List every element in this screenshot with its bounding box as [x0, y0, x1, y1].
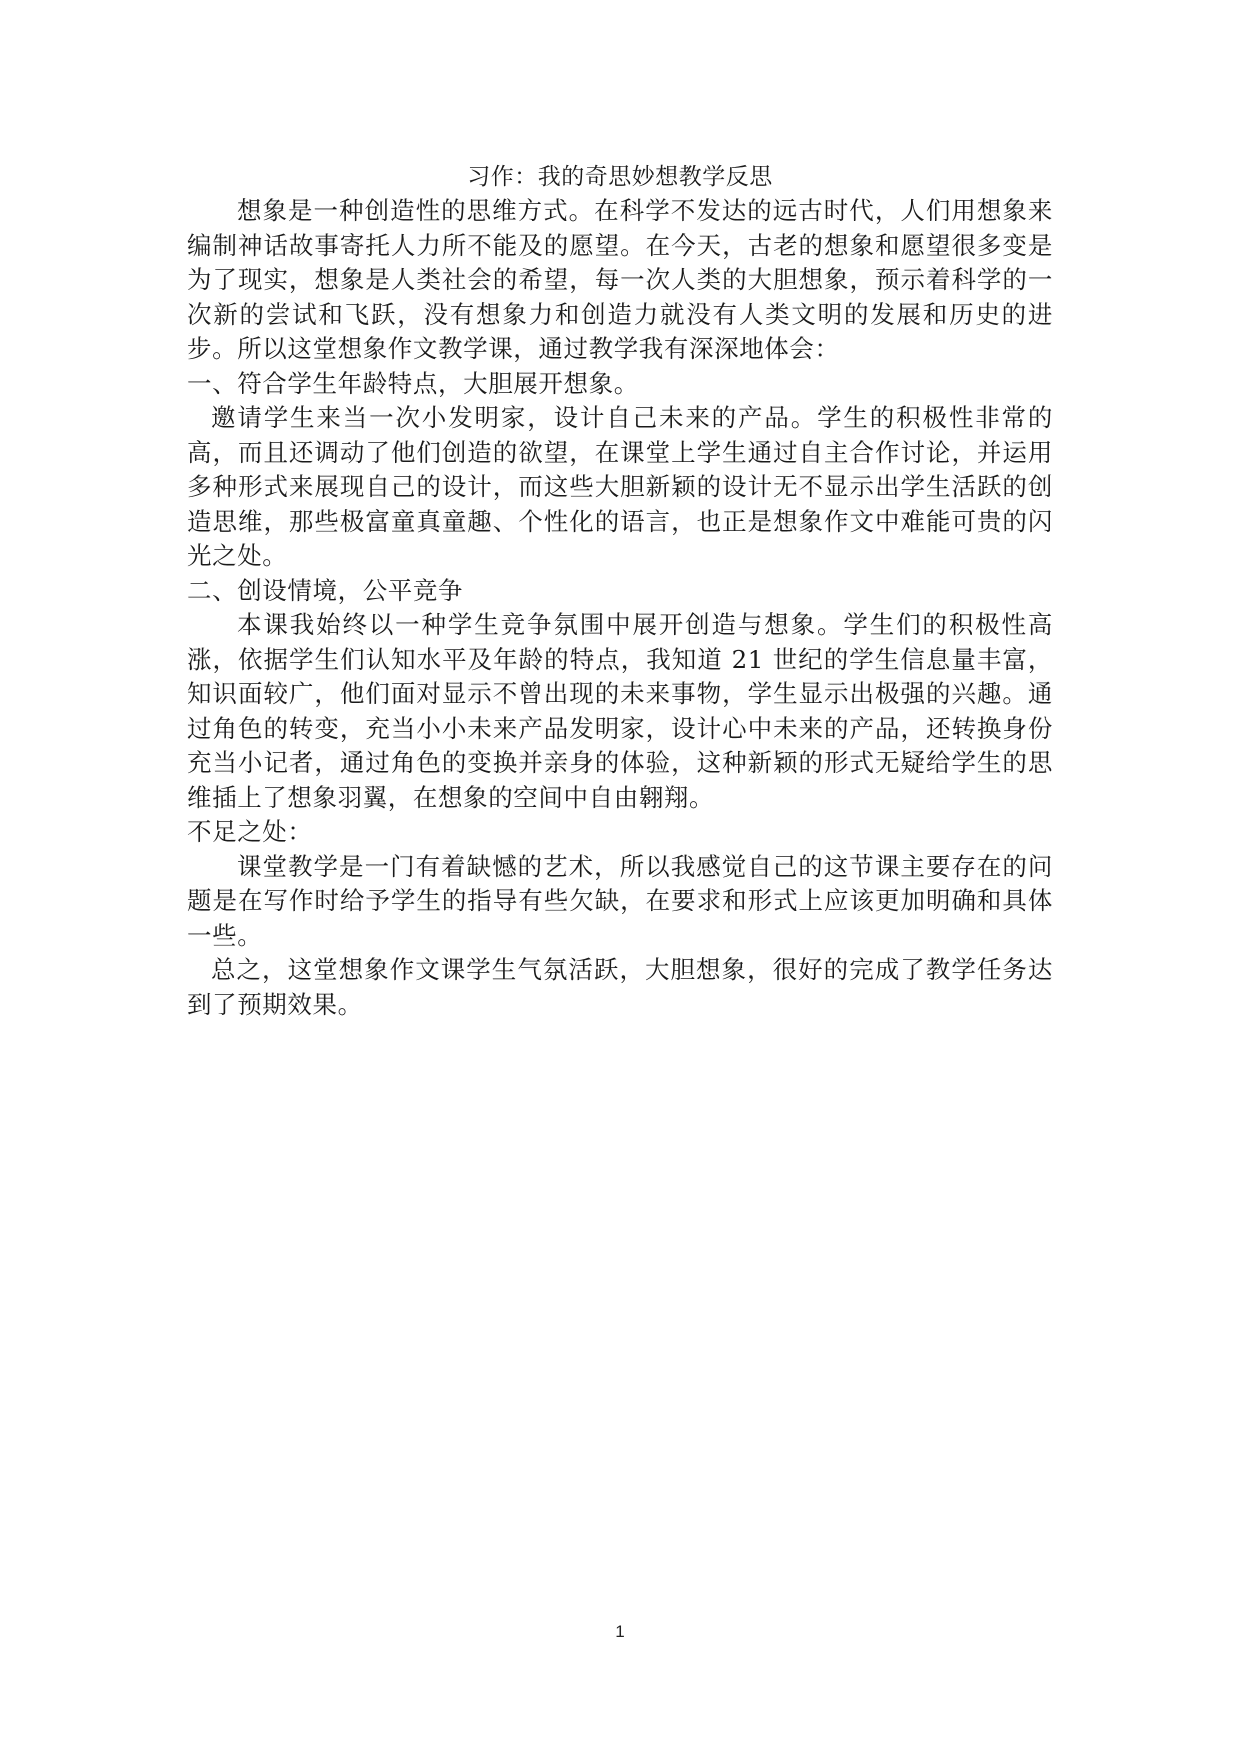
- document-title: 习作：我的奇思妙想教学反思: [467, 164, 773, 190]
- section-paragraph-3: 课堂教学是一门有着缺憾的艺术，所以我感觉自己的这节课主要存在的问题是在写作时给予学生的指导有些欠缺，在要求和形式上应该更加明确和具体一些。: [187, 851, 1053, 950]
- section-paragraph-1: 邀请学生来当一次小发明家，设计自己未来的产品。学生的积极性非常的高，而且还调动了他们创造的欲望，在课堂上学生通过自主合作讨论，并运用多种形式来展现自己的设计，而这些大胆新颖的设计无不显示出学生活跃的创造思维，那些极富童真童趣、个性化的语言，也正是想象作文中难能可贵的闪光之处。: [187, 403, 1053, 570]
- section-heading-2: 二、创设情境，公平竞争: [187, 575, 464, 605]
- conclusion-paragraph: 总之，这堂想象作文课学生气氛活跃，大胆想象，很好的完成了教学任务达到了预期效果。: [187, 955, 1053, 1019]
- section-heading-1: 一、符合学生年龄特点，大胆展开想象。: [187, 368, 639, 398]
- section-heading-3: 不足之处：: [187, 817, 313, 846]
- section-paragraph-2: 本课我始终以一种学生竞争氛围中展开创造与想象。学生们的积极性高涨，依据学生们认知水平及年龄的特点，我知道 21 世纪的学生信息量丰富，知识面较广，他们面对显示不曾出现的未来事物，学生显示出极强的兴趣。通过角色的转变，充当小小未来产品发明家，设计心中未来的产品，还转换身份充当小记者，通过角色的变换并亲身的体验，这种新颖的形式无疑给学生的思维插上了想象羽翼，在想象的空间中自由翱翔。: [187, 610, 1053, 812]
- document-body: [187, 160, 1053, 1022]
- intro-paragraph: 想象是一种创造性的思维方式。在科学不发达的远古时代，人们用想象来编制神话故事寄托人力所不能及的愿望。在今天，古老的想象和愿望很多变是为了现实，想象是人类社会的希望，每一次人类的大胆想象，预示着科学的一次新的尝试和飞跃，没有想象力和创造力就没有人类文明的发展和历史的进步。所以这堂想象作文教学课，通过教学我有深深地体会：: [187, 196, 1053, 363]
- page-number: 1: [615, 1622, 625, 1641]
